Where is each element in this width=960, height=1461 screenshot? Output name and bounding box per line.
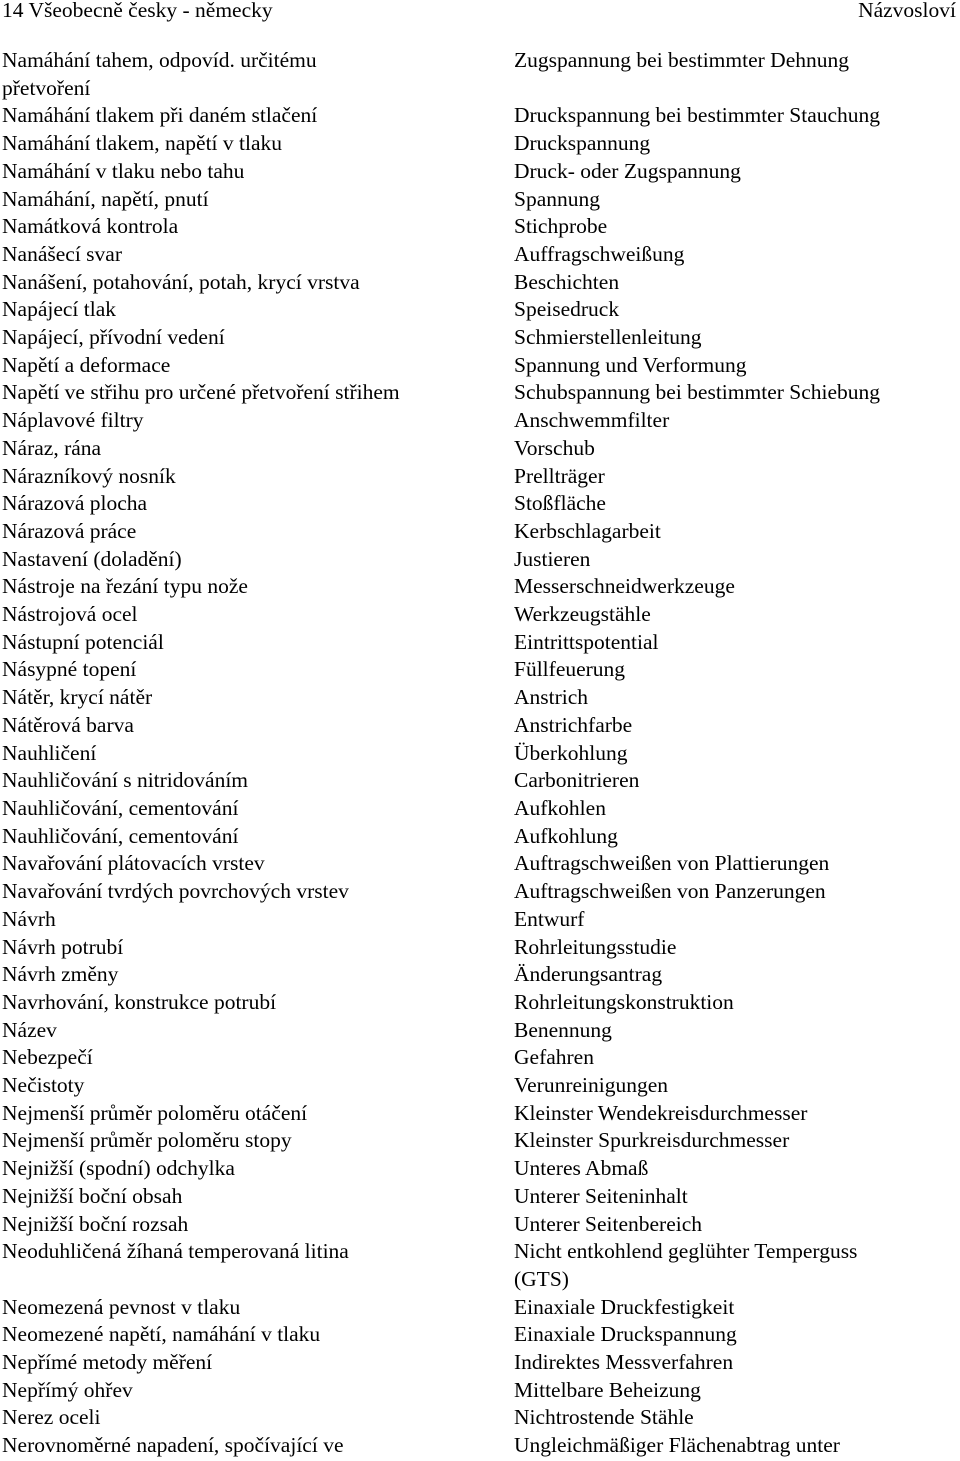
glossary-row (2, 656, 958, 684)
german-term: Mittelbare Beheizung (514, 1377, 701, 1402)
czech-term: Návrh potrubí (2, 934, 124, 959)
czech-term: Napětí a deformace (2, 352, 171, 377)
glossary-row (2, 1155, 958, 1183)
czech-term: Nauhličování s nitridováním (2, 768, 249, 793)
czech-term: Náplavové filtry (2, 408, 144, 433)
czech-term: Návrh (2, 906, 56, 931)
glossary-row (2, 823, 958, 851)
glossary-row (2, 1404, 958, 1432)
glossary-row (2, 1017, 958, 1045)
glossary-row (2, 573, 958, 601)
glossary-row (2, 1127, 958, 1155)
glossary-row (2, 435, 958, 463)
glossary-row (2, 47, 958, 102)
czech-term: Nečistoty (2, 1073, 85, 1098)
german-term: Einaxiale Druckfestigkeit (514, 1294, 735, 1319)
czech-term: Namáhání tahem, odpovíd. určitému přetvoření (2, 48, 317, 100)
german-term: Nicht entkohlend geglühter Temperguss (GTS) (514, 1239, 858, 1291)
glossary-row (2, 546, 958, 574)
czech-term: Nepřímé metody měření (2, 1350, 213, 1375)
glossary-row (2, 1072, 958, 1100)
german-term: Entwurf (514, 906, 585, 931)
german-term: Kleinster Wendekreisdurchmesser (514, 1100, 808, 1125)
german-term: Zugspannung bei bestimmter Dehnung (514, 48, 849, 72)
german-term: Carbonitrieren (514, 768, 640, 793)
czech-term: Namátková kontrola (2, 214, 179, 239)
czech-term: Nejnižší boční rozsah (2, 1211, 189, 1236)
glossary-row (2, 1294, 958, 1322)
czech-term: Nárazníkový nosník (2, 463, 176, 488)
german-term: Stichprobe (514, 214, 608, 239)
glossary-row (2, 269, 958, 297)
czech-term: Nátěrová barva (2, 712, 134, 737)
german-term: Druckspannung (514, 131, 651, 156)
glossary-row (2, 934, 958, 962)
german-term: Anschwemmfilter (514, 408, 670, 433)
czech-term: Neoduhličená žíhaná temperovaná litina (2, 1239, 349, 1264)
glossary-row (2, 407, 958, 435)
czech-term: Namáhání, napětí, pnutí (2, 186, 209, 211)
czech-term: Nepřímý ohřev (2, 1377, 133, 1402)
glossary-row (2, 186, 958, 214)
german-term: Kleinster Spurkreisdurchmesser (514, 1128, 790, 1153)
german-term: Justieren (514, 546, 591, 571)
czech-term: Nastavení (doladění) (2, 546, 182, 571)
german-term: Verunreinigungen (514, 1073, 669, 1098)
header-section-title: 14 Všeobecně česky - německy (2, 0, 273, 22)
czech-term: Navařování plátovacích vrstev (2, 851, 265, 876)
glossary-row (2, 712, 958, 740)
glossary-row (2, 241, 958, 269)
german-term: Messerschneidwerkzeuge (514, 574, 735, 599)
german-term: Benennung (514, 1017, 612, 1042)
czech-term: Navrhování, konstrukce potrubí (2, 989, 277, 1014)
german-term: Spannung und Verformung (514, 352, 747, 377)
german-term: Schmierstellenleitung (514, 325, 702, 350)
glossary-row (2, 684, 958, 712)
czech-term: Neomezené napětí, namáhání v tlaku (2, 1322, 321, 1347)
glossary-row (2, 629, 958, 657)
czech-term: Nejnižší boční obsah (2, 1183, 183, 1208)
czech-term: Nerez oceli (2, 1405, 101, 1430)
german-term: Überkohlung (514, 740, 628, 765)
czech-term: Namáhání v tlaku nebo tahu (2, 158, 245, 183)
glossary-row (2, 767, 958, 795)
german-term: Eintrittspotential (514, 629, 659, 654)
german-term: Anstrich (514, 685, 589, 710)
glossary-row (2, 1321, 958, 1349)
czech-term: Nárazová práce (2, 518, 137, 543)
glossary-row (2, 324, 958, 352)
german-term: Aufkohlen (514, 795, 606, 820)
german-term: Stoßfläche (514, 491, 606, 516)
glossary-row (2, 740, 958, 768)
glossary-row (2, 1349, 958, 1377)
glossary-row (2, 1238, 958, 1293)
glossary-row (2, 601, 958, 629)
german-term: Ungleichmäßiger Flächenabtrag unter (514, 1433, 840, 1458)
czech-term: Napájecí tlak (2, 297, 117, 322)
glossary-row (2, 1211, 958, 1239)
glossary-row (2, 379, 958, 407)
glossary-row (2, 1432, 958, 1460)
glossary-row (2, 213, 958, 241)
german-term: Unteres Abmaß (514, 1156, 649, 1181)
german-term: Beschichten (514, 269, 620, 294)
czech-term: Nejmenší průměr poloměru stopy (2, 1128, 292, 1153)
german-term: Anstrichfarbe (514, 712, 633, 737)
german-term: Auftragschweißen von Plattierungen (514, 851, 830, 876)
glossary-row (2, 102, 958, 130)
glossary-row (2, 906, 958, 934)
czech-term: Neomezená pevnost v tlaku (2, 1294, 241, 1319)
czech-term: Napětí ve střihu pro určené přetvoření střihem (2, 380, 400, 405)
czech-term: Náraz, rána (2, 435, 102, 460)
glossary-row (2, 795, 958, 823)
czech-term: Napájecí, přívodní vedení (2, 325, 225, 350)
glossary-row (2, 878, 958, 906)
glossary-row (2, 850, 958, 878)
german-term: Unterer Seitenbereich (514, 1211, 703, 1236)
czech-term: Nanášecí svar (2, 241, 122, 266)
german-term: Prellträger (514, 463, 605, 488)
czech-term: Násypné topení (2, 657, 137, 682)
german-term: Spannung (514, 186, 600, 211)
glossary-row (2, 463, 958, 491)
glossary-row (2, 352, 958, 380)
german-term: Rohrleitungsstudie (514, 934, 677, 959)
czech-term: Nauhličování, cementování (2, 795, 239, 820)
czech-term: Nástroje na řezání typu nože (2, 574, 248, 599)
czech-term: Nejnižší (spodní) odchylka (2, 1156, 235, 1181)
glossary-row (2, 1377, 958, 1405)
german-term: Auftragschweißen von Panzerungen (514, 879, 826, 904)
german-term: Änderungsantrag (514, 962, 663, 987)
czech-term: Nástrojová ocel (2, 602, 138, 627)
czech-term: Nástupní potenciál (2, 629, 164, 654)
page-header (2, 0, 956, 25)
german-term: Vorschub (514, 435, 595, 460)
german-term: Unterer Seiteninhalt (514, 1183, 688, 1208)
czech-term: Nátěr, krycí nátěr (2, 685, 153, 710)
czech-term: Nauhličení (2, 740, 97, 765)
czech-term: Nanášení, potahování, potah, krycí vrstva (2, 269, 360, 294)
german-term: Auffragschweißung (514, 241, 685, 266)
german-term: Füllfeuerung (514, 657, 626, 682)
german-term: Rohrleitungskonstruktion (514, 989, 734, 1014)
glossary-row (2, 296, 958, 324)
glossary-row (2, 1183, 958, 1211)
glossary-table (2, 47, 958, 1460)
german-term: Nichtrostende Stähle (514, 1405, 694, 1430)
czech-term: Název (2, 1017, 57, 1042)
german-term: Aufkohlung (514, 823, 618, 848)
czech-term: Nejmenší průměr poloměru otáčení (2, 1100, 308, 1125)
czech-term: Namáhání tlakem při daném stlačení (2, 103, 318, 128)
czech-term: Nebezpečí (2, 1045, 93, 1070)
german-term: Druck- oder Zugspannung (514, 158, 741, 183)
glossary-row (2, 1100, 958, 1128)
header-chapter-title: Názvosloví (858, 0, 956, 22)
german-term: Speisedruck (514, 297, 620, 322)
german-term: Druckspannung bei bestimmter Stauchung (514, 103, 881, 128)
czech-term: Nerovnoměrné napadení, spočívající ve (2, 1433, 344, 1458)
glossary-row (2, 158, 958, 186)
german-term: Kerbschlagarbeit (514, 518, 661, 543)
german-term: Indirektes Messverfahren (514, 1350, 734, 1375)
czech-term: Namáhání tlakem, napětí v tlaku (2, 131, 283, 156)
glossary-row (2, 1044, 958, 1072)
german-term: Schubspannung bei bestimmter Schiebung (514, 380, 881, 405)
german-term: Gefahren (514, 1045, 594, 1070)
czech-term: Nárazová plocha (2, 491, 148, 516)
glossary-row (2, 490, 958, 518)
glossary-row (2, 961, 958, 989)
german-term: Werkzeugstähle (514, 602, 651, 627)
czech-term: Nauhličování, cementování (2, 823, 239, 848)
glossary-row (2, 130, 958, 158)
glossary-row (2, 518, 958, 546)
german-term: Einaxiale Druckspannung (514, 1322, 737, 1347)
glossary-row (2, 989, 958, 1017)
czech-term: Navařování tvrdých povrchových vrstev (2, 879, 349, 904)
czech-term: Návrh změny (2, 962, 119, 987)
